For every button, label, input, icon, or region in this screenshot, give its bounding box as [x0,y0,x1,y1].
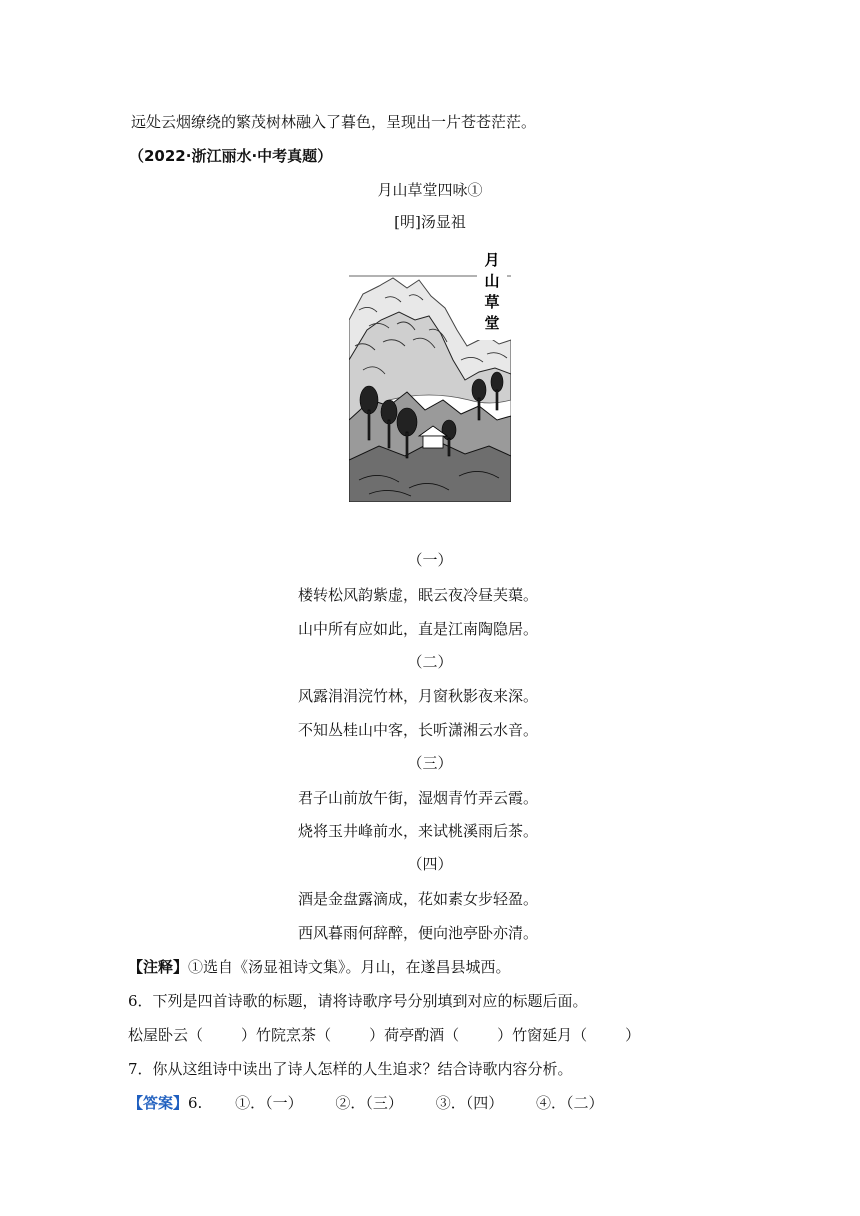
painting-caption-char: 堂 [484,314,500,332]
question-6: 6．下列是四首诗歌的标题，请将诗歌序号分别填到对应的标题后面。 [128,992,588,1010]
poem-line: 西风暮雨何辞醉，便向池亭卧亦清。 [298,924,539,942]
annotation-label: 【注释】 [128,958,189,976]
painting-caption-char: 草 [484,293,500,311]
title-blank: 竹窗延月（ ） [512,1026,641,1044]
poem-line: 酒是金盘露滴成，花如素女步轻盈。 [298,890,539,908]
answer-number: 6. [188,1094,203,1112]
painting-caption-char: 山 [484,272,500,290]
section-number: （二） [407,653,453,671]
poem-line: 烧将玉井峰前水，来试桃溪雨后茶。 [298,822,539,840]
answer-item: ①．（一） [235,1094,303,1112]
answer-item: ②．（三） [335,1094,403,1112]
question-7: 7．你从这组诗中读出了诗人怎样的人生追求？结合诗歌内容分析。 [128,1060,573,1078]
poem-line: 山中所有应如此，直是江南陶隐居。 [298,620,539,638]
poem-title: 月山草堂四咏① [377,181,483,199]
landscape-painting [349,250,511,502]
annotation-note [128,957,511,977]
poem-line: 不知丛桂山中客，长听潇湘云水音。 [298,721,539,739]
answer-item: ③．（四） [435,1094,504,1112]
source-tag: （2022·浙江丽水·中考真题） [129,147,333,165]
painting-caption-char: 月 [484,251,500,269]
section-number: （四） [407,855,453,873]
title-blank: 松屋卧云（ ） [128,1026,257,1044]
intro-line: 远处云烟缭绕的繁茂树林融入了暮色，呈现出一片苍苍茫茫。 [131,113,537,131]
annotation-text: ①选自《汤显祖诗文集》。月山，在遂昌县城西。 [188,958,511,976]
poem-line: 风露涓涓浣竹林，月窗秋影夜来深。 [298,687,539,705]
section-number: （三） [407,754,453,772]
answer-line [128,1093,604,1113]
painting-caption [482,250,502,334]
question-6-blanks [128,1025,640,1045]
poem-author: [明]汤显祖 [394,213,466,231]
title-blank: 竹院烹茶（ ） [256,1026,385,1044]
title-blank: 荷亭酌酒（ ） [384,1026,513,1044]
answer-item: ④．（二） [536,1094,604,1112]
poem-line: 君子山前放午街，湿烟青竹弄云霞。 [298,789,539,807]
answer-label: 【答案】 [128,1094,189,1112]
poem-line: 楼转松风韵紫虚，眠云夜冷昼芙蕖。 [298,586,539,604]
section-number: （一） [407,551,453,569]
